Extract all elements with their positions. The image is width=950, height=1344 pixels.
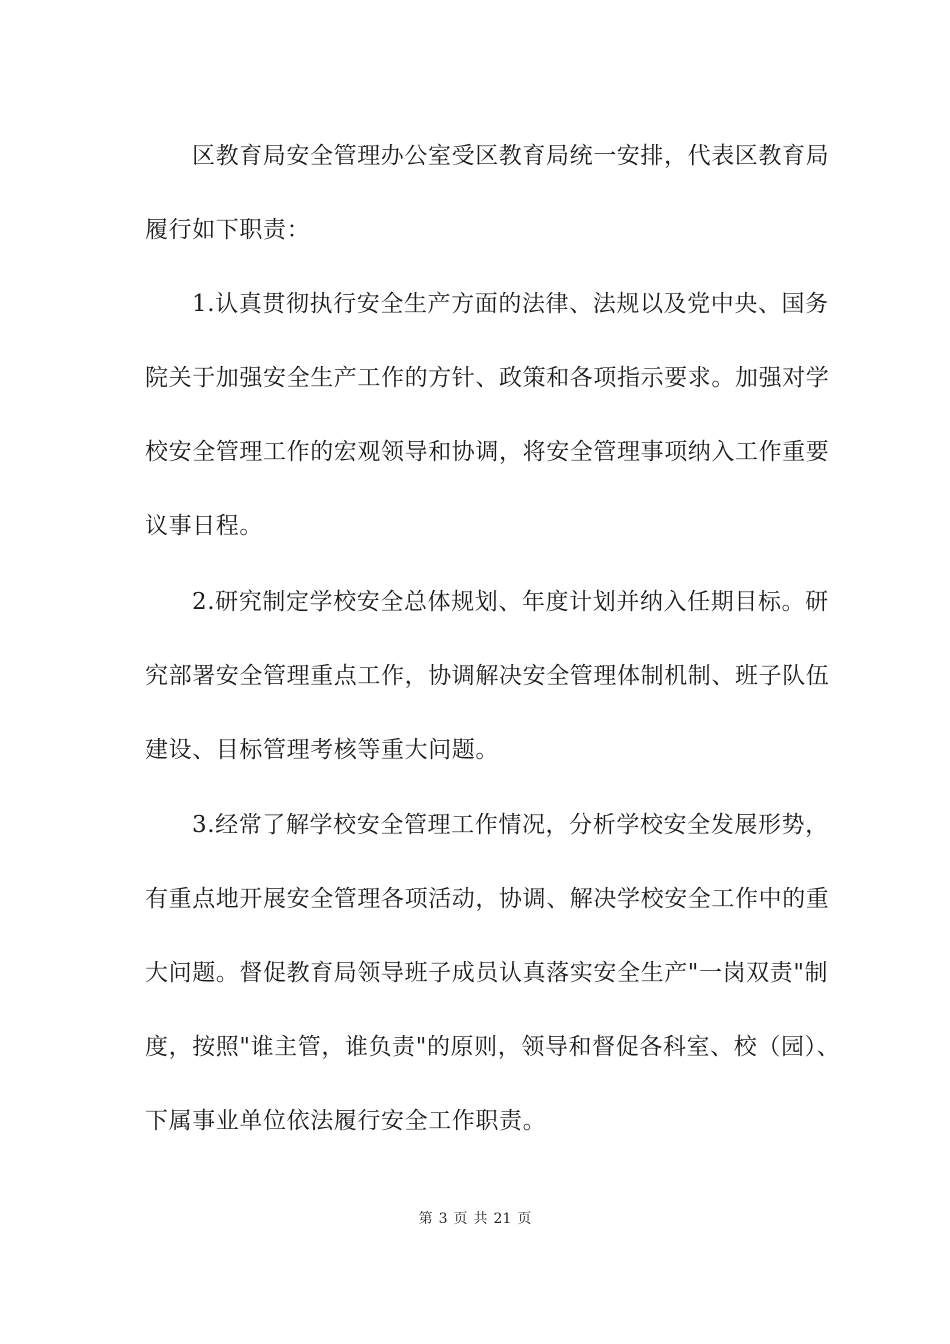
paragraph-line: 度，按照"谁主管，谁负责"的原则，领导和督促各科室、校（园）、 [145,1034,841,1060]
paragraph-line: 院关于加强安全生产工作的方针、政策和各项指示要求。加强对学 [145,365,830,391]
paragraph-line: 2.研究制定学校安全总体规划、年度计划并纳入任期目标。研 [192,589,829,615]
footer-suffix: 页 [517,1211,532,1227]
paragraph-line: 1.认真贯彻执行安全生产方面的法律、法规以及党中央、国务 [192,291,829,317]
paragraph-line: 3.经常了解学校安全管理工作情况，分析学校安全发展形势， [192,812,829,838]
paragraph-line: 履行如下职责： [145,217,311,243]
paragraph-line: 究部署安全管理重点工作，协调解决安全管理体制机制、班子队伍 [145,663,830,689]
footer-total-pages: 21 [493,1211,512,1227]
footer-prefix: 第 [418,1211,433,1227]
footer-page-word: 页 [453,1211,468,1227]
paragraph-line: 区教育局安全管理办公室受区教育局统一安排，代表区教育局 [192,143,830,169]
paragraph-line: 校安全管理工作的宏观领导和协调，将安全管理事项纳入工作重要 [145,439,830,465]
paragraph-line: 大问题。督促教育局领导班子成员认真落实安全生产"一岗双责"制 [145,960,829,986]
paragraph-line: 下属事业单位依法履行安全工作职责。 [145,1108,547,1134]
paragraph-line: 建设、目标管理考核等重大问题。 [145,737,499,763]
footer-current-page: 3 [438,1211,448,1227]
footer-total-word: 共 [473,1211,488,1227]
page-footer [0,1209,950,1229]
paragraph-line: 议事日程。 [145,513,263,539]
paragraph-line: 有重点地开展安全管理各项活动，协调、解决学校安全工作中的重 [145,886,830,912]
